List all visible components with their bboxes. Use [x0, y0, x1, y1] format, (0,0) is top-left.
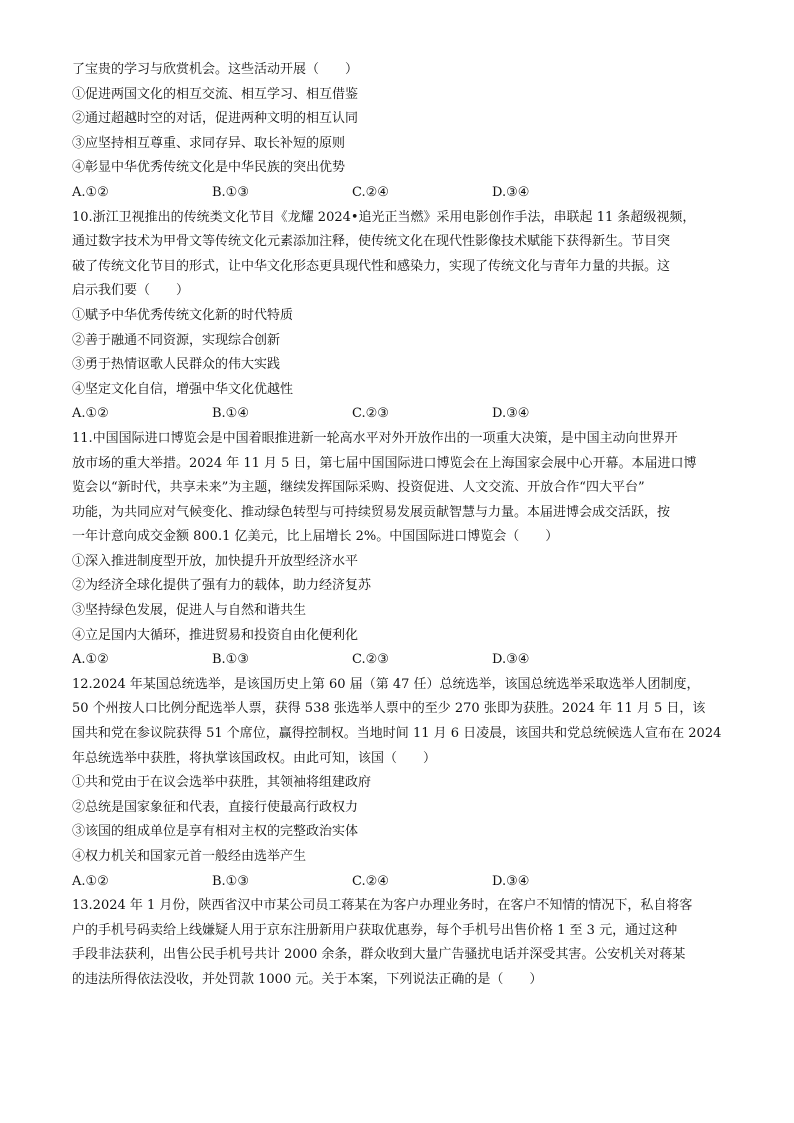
option-d: D.③④: [492, 406, 530, 422]
question-stem-line: 启示我们要（ ）: [72, 283, 190, 299]
option-b: B.①④: [212, 406, 249, 422]
statement-item: ②总统是国家象征和代表，直接行使最高行政权力: [72, 799, 359, 815]
answer-options: [72, 402, 732, 427]
question-stem-line: 通过数字技术为甲骨文等传统文化元素添加注释，使传统文化在现代性影像技术赋能下获得新生。节目突: [72, 234, 671, 250]
answer-options: [72, 870, 732, 895]
option-c: C.②③: [352, 652, 389, 668]
statement-item: ①深入推进制度型开放，加快提升开放型经济水平: [72, 553, 359, 569]
statement-item: ④立足国内大循环，推进贸易和投资自由化便利化: [72, 627, 359, 643]
answer-options: [72, 648, 732, 673]
question-stem-line: 11.中国国际进口博览会是中国着眼推进新一轮高水平对外开放作出的一项重大决策，是中国主动向世界开: [72, 430, 678, 446]
statement-item: ③坚持绿色发展，促进人与自然和谐共生: [72, 603, 307, 619]
question-stem-line: 户的手机号码卖给上线嫌疑人用于京东注册新用户获取优惠券，每个手机号出售价格 1 至 3 元，通过这种: [72, 922, 678, 938]
statement-item: ①赋予中华优秀传统文化新的时代特质: [72, 307, 294, 323]
statement-item: ④彰显中华优秀传统文化是中华民族的突出优势: [72, 160, 346, 176]
question-stem-line: 年总统选举中获胜，将执掌该国政权。由此可知，该国（ ）: [72, 750, 437, 766]
statement-item: ③该国的组成单位是享有相对主权的完整政治实体: [72, 824, 359, 840]
question-stem-line: 国共和党在参议院获得 51 个席位，赢得控制权。当地时间 11 月 6 日凌晨，该国共和党总统候选人宣布在 2024: [72, 726, 722, 742]
statement-item: ③勇于热情讴歌人民群众的伟大实践: [72, 357, 281, 373]
option-d: D.③④: [492, 873, 530, 889]
option-b: B.①③: [212, 873, 249, 889]
option-c: C.②④: [352, 184, 389, 200]
question-stem-line: 50 个州按人口比例分配选举人票，获得 538 张选举人票中的至少 270 张即为获胜。2024 年 11 月 5 日，该: [72, 701, 706, 717]
question-13: [72, 894, 732, 992]
question-stem-line: 12.2024 年某国总统选举，是该国历史上第 60 届（第 47 任）总统选举，该国总统选举采取选举人团制度，: [72, 676, 700, 692]
question-12: [72, 673, 732, 894]
option-a: A.①②: [72, 652, 109, 668]
option-a: A.①②: [72, 184, 109, 200]
option-d: D.③④: [492, 652, 530, 668]
option-a: A.①②: [72, 873, 109, 889]
option-c: C.②③: [352, 406, 389, 422]
question-stem-line: 10.浙江卫视推出的传统类文化节目《龙耀 2024•追光正当燃》采用电影创作手法，串联起 11 条超级视频，: [72, 209, 696, 225]
question-stem-line: 了宝贵的学习与欣赏机会。这些活动开展（ ）: [72, 62, 359, 77]
statement-item: ②通过超越时空的对话，促进两种文明的相互认同: [72, 111, 359, 127]
option-c: C.②④: [352, 873, 389, 889]
option-a: A.①②: [72, 406, 109, 422]
question-stem-line: 放市场的重大举措。2024 年 11 月 5 日，第七届中国国际进口博览会在上海国家会展中心开幕。本届进口博: [72, 455, 697, 471]
question-stem-line: 览会以“新时代，共享未来”为主题，继续发挥国际采购、投资促进、人文交流、开放合作“四大平台”: [72, 480, 645, 496]
statement-item: ②善于融通不同资源，实现综合创新: [72, 332, 281, 348]
question-stem-line: 手段非法获利，出售公民手机号共计 2000 余条，群众收到大量广告骚扰电话并深受其害。公安机关对蒋某: [72, 947, 686, 963]
question-stem-line: 功能，为共同应对气候变化、推动绿色转型与可持续贸易发展贡献智慧与力量。本届进博会成交活跃，按: [72, 504, 671, 520]
question-stem-line: 13.2024 年 1 月份，陕西省汉中市某公司员工蒋某在为客户办理业务时，在客户不知情的情况下，私自将客: [72, 898, 693, 914]
statement-item: ①促进两国文化的相互交流、相互学习、相互借鉴: [72, 86, 359, 102]
answer-options: [72, 181, 732, 206]
question-10: [72, 206, 732, 427]
question-9: [72, 58, 732, 206]
statement-item: ④坚定文化自信，增强中华文化优越性: [72, 381, 294, 397]
question-stem-line: 破了传统文化节目的形式，让中华文化形态更具现代性和感染力，实现了传统文化与青年力量的共振。这: [72, 258, 671, 274]
option-b: B.①③: [212, 652, 249, 668]
question-11: [72, 427, 732, 673]
exam-page: [72, 58, 732, 993]
question-stem-line: 的违法所得依法没收，并处罚款 1000 元。关于本案，下列说法正确的是（ ）: [72, 971, 543, 987]
statement-item: ①共和党由于在议会选举中获胜，其领袖将组建政府: [72, 775, 372, 791]
statement-item: ③应坚持相互尊重、求同存异、取长补短的原则: [72, 135, 346, 151]
statement-item: ②为经济全球化提供了强有力的载体，助力经济复苏: [72, 578, 372, 594]
question-stem-line: 一年计意向成交金额 800.1 亿美元，比上届增长 2%。中国国际进口博览会（ ）: [72, 529, 559, 545]
option-d: D.③④: [492, 184, 530, 200]
option-b: B.①③: [212, 184, 249, 200]
statement-item: ④权力机关和国家元首一般经由选举产生: [72, 849, 307, 864]
